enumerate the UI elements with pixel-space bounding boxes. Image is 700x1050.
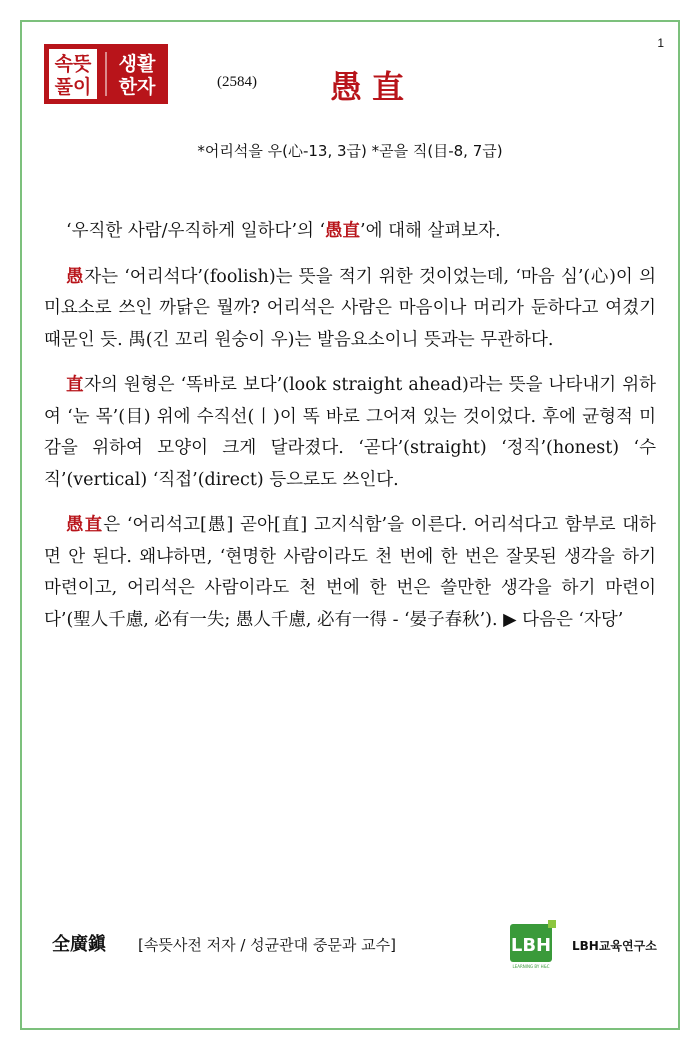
svg-text:풀이: 풀이 (54, 76, 92, 98)
author-name: 全廣鎭 (52, 934, 106, 955)
paragraph-char-1: 愚자는 ‘어리석다’(foolish)는 뜻을 적기 위한 것이었는데, ‘마음 심’(心)이 의미요소로 쓰인 까닭은 뭘까? 어리석은 사람은 마음이나 머리가 둔하다고 여겼기 때문인 듯. 禺(긴 꼬리 원숭이 우)는 발음요소이니 뜻과는 무관하다. (44, 266, 656, 350)
author-description: [속뜻사전 저자 / 성균관대 중문과 교수] (138, 936, 396, 954)
institute-name: LBH교육연구소 (572, 939, 657, 953)
svg-text:속뜻: 속뜻 (54, 53, 92, 75)
highlight-term: 直 (66, 375, 84, 395)
svg-text:한자: 한자 (118, 76, 156, 98)
paragraph-char-2: 直자의 원형은 ‘똑바로 보다’(look straight ahead)라는 뜻을 나타내기 위하여 ‘눈 목’(目) 위에 수직선(丨)이 똑 바로 그어져 있는 것이었다. 후에 균형적 미감을 위하여 모양이 크게 달라졌다. ‘곧다’(straight) ‘정직’(honest) ‘수직’(vertical) ‘직접’(direct) 등으로도 쓰인다. (44, 375, 657, 490)
highlight-term: 愚直 (66, 515, 104, 535)
svg-text:LBH: LBH (510, 935, 552, 956)
svg-text:LEARNING BY H&C: LEARNING BY H&C (512, 964, 550, 969)
lbh-logo-icon (508, 918, 572, 970)
character-readings: *어리석을 우(心-13, 3급) *곧을 직(目-8, 7급) (197, 142, 503, 160)
paragraph-intro: ‘우직한 사람/우직하게 일하다’의 ‘愚直’에 대해 살펴보자. (66, 221, 501, 241)
paragraph-meaning: 愚直은 ‘어리석고[愚] 곧아[直] 고지식함’을 이른다. 어리석다고 함부로 대하면 안 된다. 왜냐하면, ‘현명한 사람이라도 천 번에 한 번은 잘못된 생각을 하기 마련이고, 어리석은 사람이라도 천 번에 한 번은 쓸만한 생각을 하기 마련이다’(聖人千慮, 必有一失; 愚人千慮, 必有一得 - ‘晏子春秋’). ▶ 다음은 ‘자당’ (44, 515, 657, 630)
page-number: 1 (657, 36, 664, 50)
article-body (44, 216, 656, 650)
page-title: 愚直 (330, 68, 415, 106)
svg-text:생활: 생활 (118, 53, 156, 75)
highlight-term: 愚 (66, 266, 85, 287)
highlight-term: 愚直 (325, 221, 361, 241)
series-logo (44, 44, 168, 104)
entry-code: (2584) (217, 74, 257, 90)
